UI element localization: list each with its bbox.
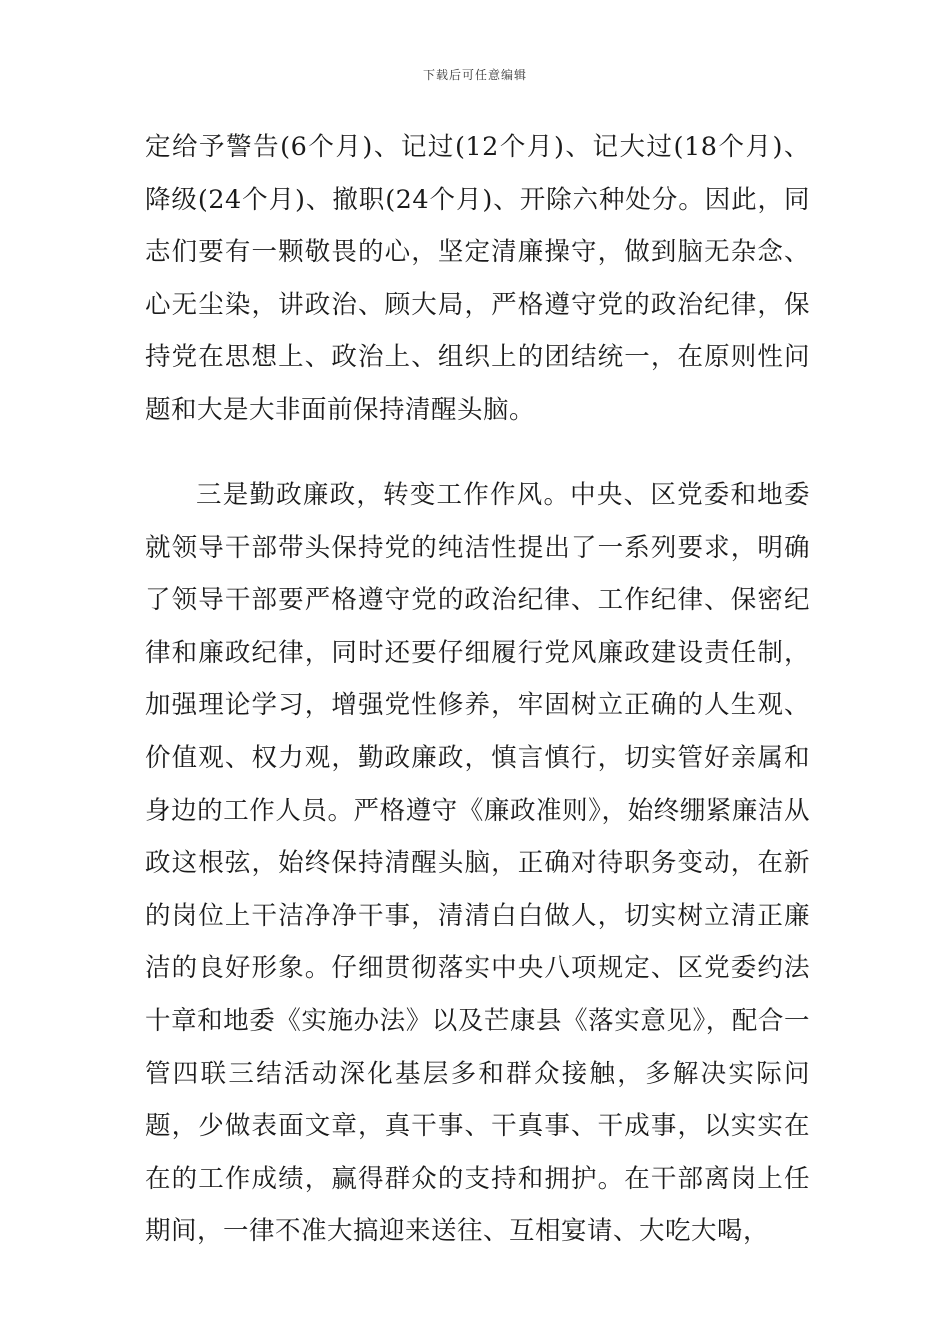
paragraph-diligent-governance: 三是勤政廉政，转变工作作风。中央、区党委和地委就领导干部带头保持党的纯洁性提出了一系列要求，明确了领导干部要严格遵守党的政治纪律、工作纪律、保密纪律和廉政纪律，同时还要仔细履行党风廉政建设责任制，加强理论学习，增强党性修养，牢固树立正确的人生观、价值观、权力观，勤政廉政，慎言慎行，切实管好亲属和身边的工作人员。严格遵守《廉政准则》，始终绷紧廉洁从政这根弦，始终保持清醒头脑，正确对待职务变动，在新的岗位上干洁净净干事，清清白白做人，切实树立清正廉洁的良好形象。仔细贯彻落实中央八项规定、区党委约法十章和地委《实施办法》以及芒康县《落实意见》，配合一管四联三结活动深化基层多和群众接触，多解决实际问题，少做表面文章，真干事、干真事、干成事，以实实在在的工作成绩，赢得群众的支持和拥护。在干部离岗上任期间，一律不准大搞迎来送往、互相宴请、大吃大喝， xyxy=(145,480,810,1247)
paragraph-continuation: 定给予警告(6个月)、记过(12个月)、记大过(18个月)、降级(24个月)、撤职(24个月)、开除六种处分。因此，同志们要有一颗敬畏的心，坚定清廉操守，做到脑无杂念、心无尘染，讲政治、顾大局，严格遵守党的政治纪律，保持党在思想上、政治上、组织上的团结统一，在原则性问题和大是大非面前保持清醒头脑。 xyxy=(145,132,810,425)
header-note: 下载后可任意编辑 xyxy=(422,68,527,82)
